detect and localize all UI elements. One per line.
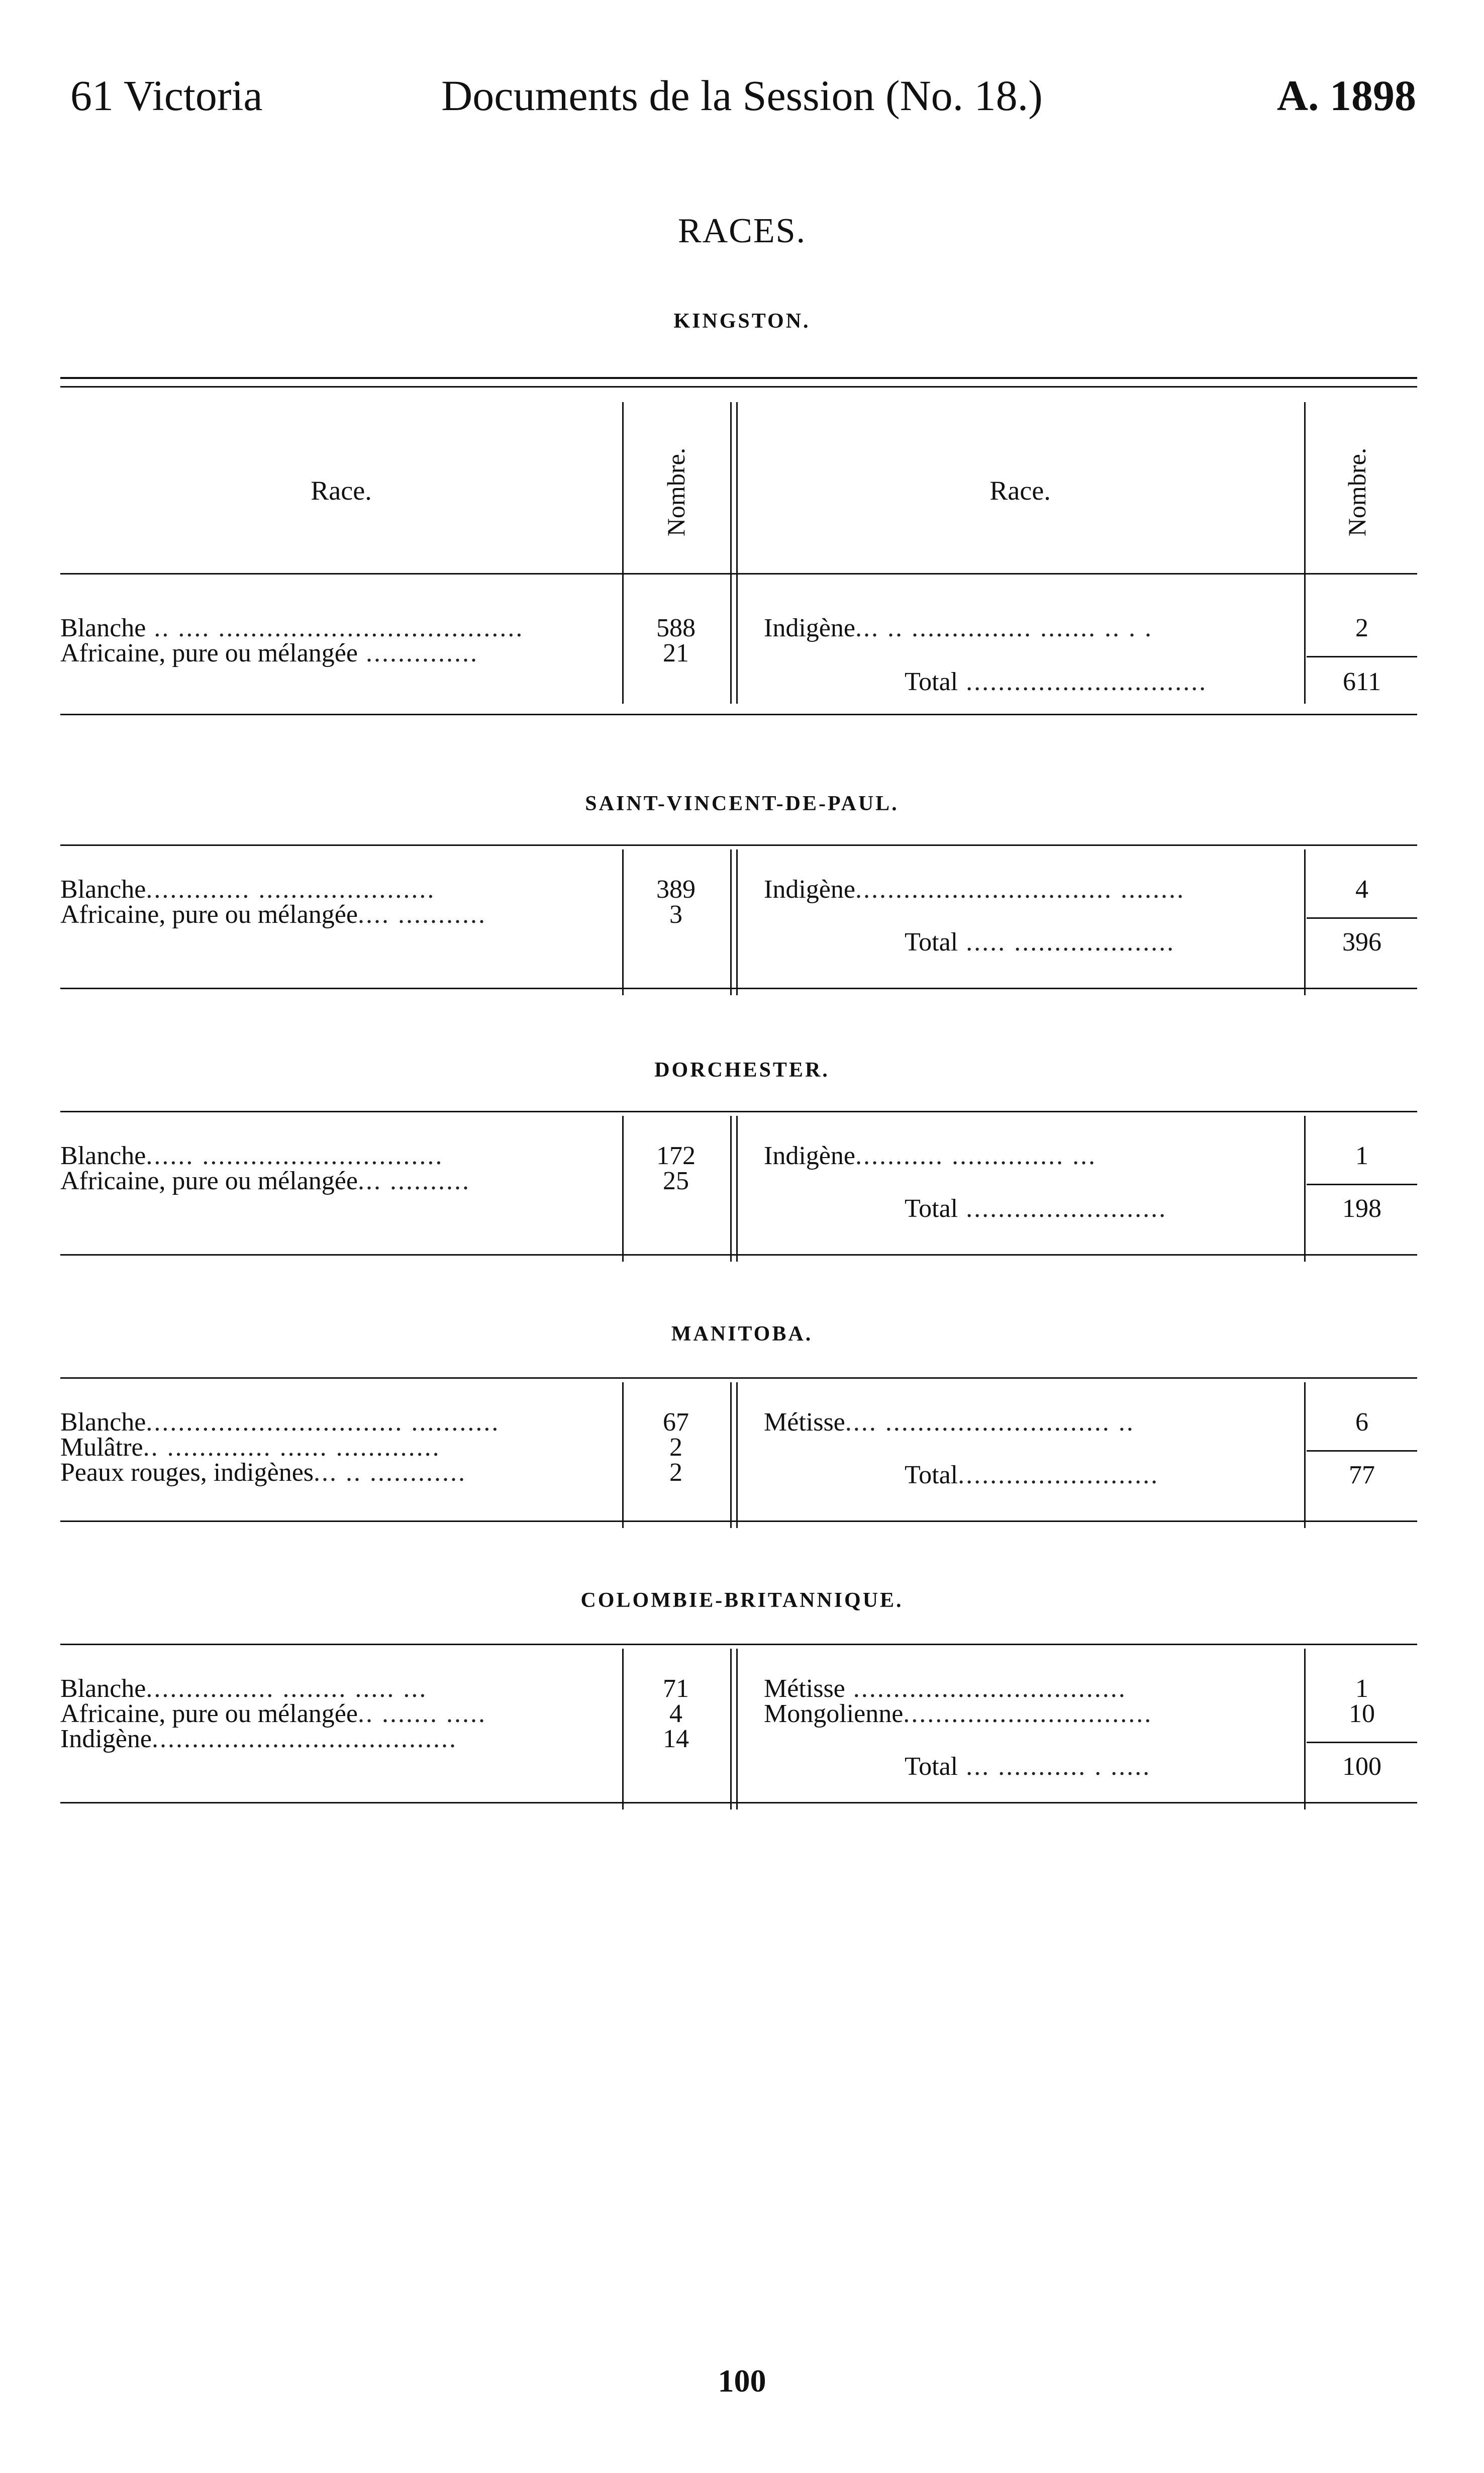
table-saint-vincent-de-paul — [60, 844, 1417, 1000]
value-cell: 25 — [663, 1167, 689, 1195]
value-cell: 71 — [663, 1674, 689, 1703]
value-cell: 2 — [1355, 614, 1368, 642]
table-row: Métisse.... ............................ .. — [764, 1408, 1135, 1437]
table-row: Indigène........... .............. ... — [764, 1142, 1097, 1170]
total-value: 77 — [1349, 1461, 1375, 1489]
table-row: Africaine, pure ou mélangée.... ........... — [60, 900, 486, 929]
table-row: Blanche .. .... ...................................... — [60, 614, 524, 642]
total-label: Total ... ........... . ..... — [905, 1752, 1151, 1781]
section-title-saint-vincent-de-paul: SAINT-VINCENT-DE-PAUL. — [585, 792, 899, 815]
table-colombie-britannique — [60, 1644, 1417, 1815]
table-row: Indigène................................ ........ — [764, 875, 1185, 904]
table-row: Blanche................................ ........... — [60, 1408, 500, 1437]
column-header-nombre-right: Nombre. — [1343, 447, 1371, 537]
total-value: 611 — [1342, 668, 1381, 696]
value-cell: 2 — [669, 1458, 682, 1487]
section-title-colombie-britannique: COLOMBIE-BRITANNIQUE. — [580, 1589, 904, 1612]
table-row: Métisse .................................. — [764, 1674, 1127, 1703]
table-row: Africaine, pure ou mélangée... .......... — [60, 1167, 470, 1195]
value-cell: 588 — [656, 614, 696, 642]
value-cell: 3 — [669, 900, 682, 929]
value-cell: 172 — [656, 1142, 696, 1170]
section-title-dorchester: DORCHESTER. — [654, 1059, 830, 1082]
total-value: 198 — [1342, 1194, 1381, 1223]
total-value: 100 — [1342, 1752, 1381, 1781]
table-row: Mulâtre.. ............. ...... ............. — [60, 1433, 441, 1462]
value-cell: 6 — [1355, 1408, 1368, 1437]
table-row: Africaine, pure ou mélangée.. ....... ..... — [60, 1699, 486, 1728]
column-header-nombre-left: Nombre. — [662, 447, 690, 537]
table-dorchester — [60, 1111, 1417, 1267]
table-row: Indigène...................................... — [60, 1725, 457, 1753]
table-kingston — [60, 377, 1417, 739]
value-cell: 1 — [1355, 1142, 1368, 1170]
table-row: Indigène... .. ............... ....... .. . . — [764, 614, 1153, 642]
table-manitoba — [60, 1377, 1417, 1533]
section-title-manitoba: MANITOBA. — [671, 1322, 813, 1346]
table-row: Blanche............. ...................... — [60, 875, 436, 904]
total-label: Total ......................... — [905, 1194, 1167, 1223]
value-cell: 4 — [669, 1699, 682, 1728]
value-cell: 14 — [663, 1725, 689, 1753]
total-label: Total......................... — [905, 1461, 1159, 1489]
column-header-race-right: Race. — [990, 475, 1051, 506]
page-title: RACES. — [677, 212, 807, 250]
page-number: 100 — [718, 2363, 766, 2399]
value-cell: 21 — [663, 639, 689, 668]
total-label: Total .............................. — [905, 668, 1208, 696]
value-cell: 10 — [1349, 1699, 1375, 1728]
value-cell: 4 — [1355, 875, 1368, 904]
value-cell: 389 — [656, 875, 696, 904]
table-row: Peaux rouges, indigènes... .. ............ — [60, 1458, 467, 1487]
column-header-race-left: Race. — [311, 475, 372, 506]
header-left: 61 Victoria — [70, 71, 263, 120]
value-cell: 1 — [1355, 1674, 1368, 1703]
table-row: Blanche................ ........ ..... ... — [60, 1674, 428, 1703]
table-row: Africaine, pure ou mélangée .............. — [60, 639, 478, 668]
header-center: Documents de la Session (No. 18.) — [441, 71, 1043, 120]
total-label: Total ..... .................... — [905, 928, 1175, 957]
section-title-kingston: KINGSTON. — [673, 310, 811, 333]
table-row: Mongolienne............................... — [764, 1699, 1153, 1728]
table-row: Blanche...... .............................. — [60, 1142, 444, 1170]
header-right: A. 1898 — [1276, 71, 1416, 120]
value-cell: 2 — [669, 1433, 682, 1462]
total-value: 396 — [1342, 928, 1381, 957]
value-cell: 67 — [663, 1408, 689, 1437]
